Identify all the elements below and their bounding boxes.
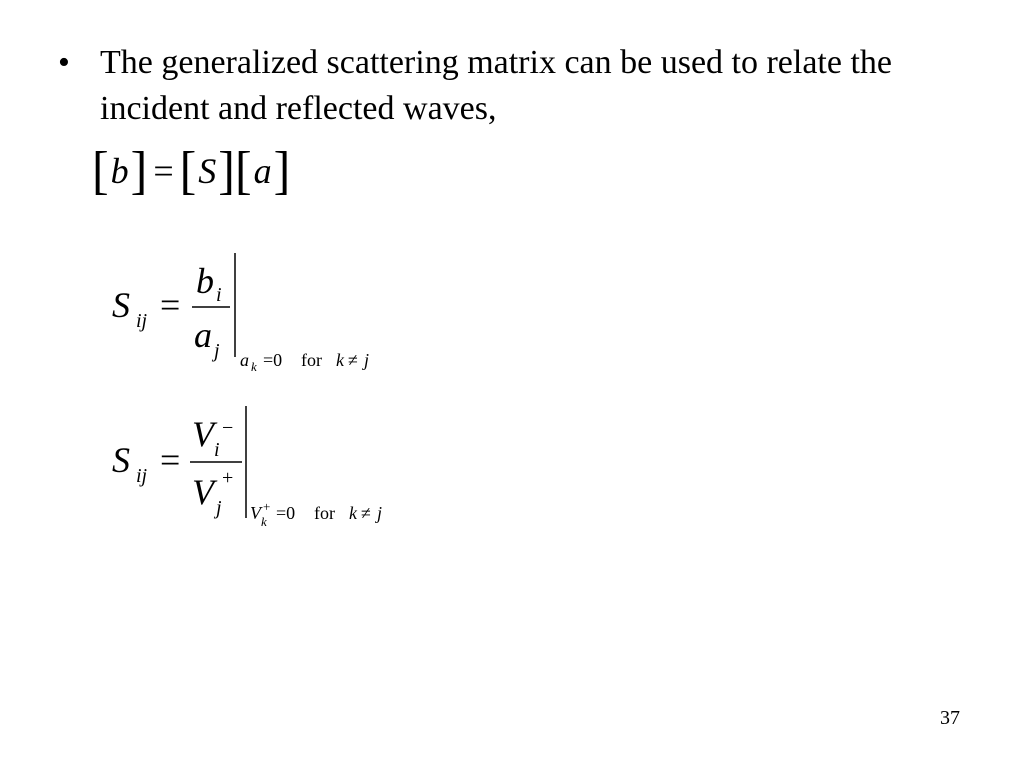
eq1-equals: =	[153, 151, 174, 191]
eq1-rhs-s: S	[198, 151, 217, 191]
eq3-lhs-sub: ij	[136, 465, 148, 487]
eq2-cond-j: j	[364, 350, 370, 370]
eq2-cond-eq: =0	[263, 350, 283, 370]
eq3-cond-neq: ≠	[361, 503, 371, 523]
eq3-cond-sup: +	[263, 499, 271, 514]
eq2-cond-k: k	[336, 350, 344, 370]
eq2-den-sub: j	[214, 340, 220, 362]
eq2-num-sub: i	[216, 284, 222, 306]
equation-b-equals-s-a: [b] = [S][a]	[92, 140, 291, 200]
eq2-equals: =	[160, 285, 181, 325]
eq1-rhs-a: a	[253, 151, 272, 191]
eq2-num-main: b	[196, 261, 214, 301]
eq3-cond-for: for	[314, 503, 335, 523]
eq1-lhs: b	[110, 151, 129, 191]
eq2-cond-var: a	[240, 350, 249, 370]
eq2-cond-neq: ≠	[348, 350, 358, 370]
eq3-cond-var: V	[250, 503, 261, 523]
page-number: 37	[940, 707, 960, 729]
eq3-lhs-main: S	[112, 440, 130, 480]
eq3-den-sup: +	[222, 467, 234, 489]
eq3-cond-eq: =0	[276, 503, 296, 523]
eq3-cond-j: j	[377, 503, 383, 523]
equation-sij-b-over-a	[100, 245, 420, 380]
eq3-num-sup: −	[222, 417, 234, 439]
eq3-cond-k: k	[349, 503, 357, 523]
eq3-den-sub: j	[216, 497, 222, 519]
eq3-num-main: V	[192, 414, 214, 454]
eq2-cond-sub: k	[251, 359, 257, 374]
eq3-den-main: V	[192, 472, 214, 512]
eq2-den-main: a	[194, 315, 212, 355]
bullet-text: The generalized scattering matrix can be used to relate the incident and reflected waves,	[100, 44, 893, 127]
bullet-marker: •	[58, 44, 70, 81]
eq3-num-sub: i	[214, 439, 220, 461]
equation-sij-v-ratio	[100, 400, 430, 540]
eq2-lhs-main: S	[112, 285, 130, 325]
eq3-cond-sub: k	[261, 514, 267, 529]
eq3-equals: =	[160, 440, 181, 480]
eq2-lhs-sub: ij	[136, 310, 148, 332]
eq2-cond-for: for	[301, 350, 322, 370]
